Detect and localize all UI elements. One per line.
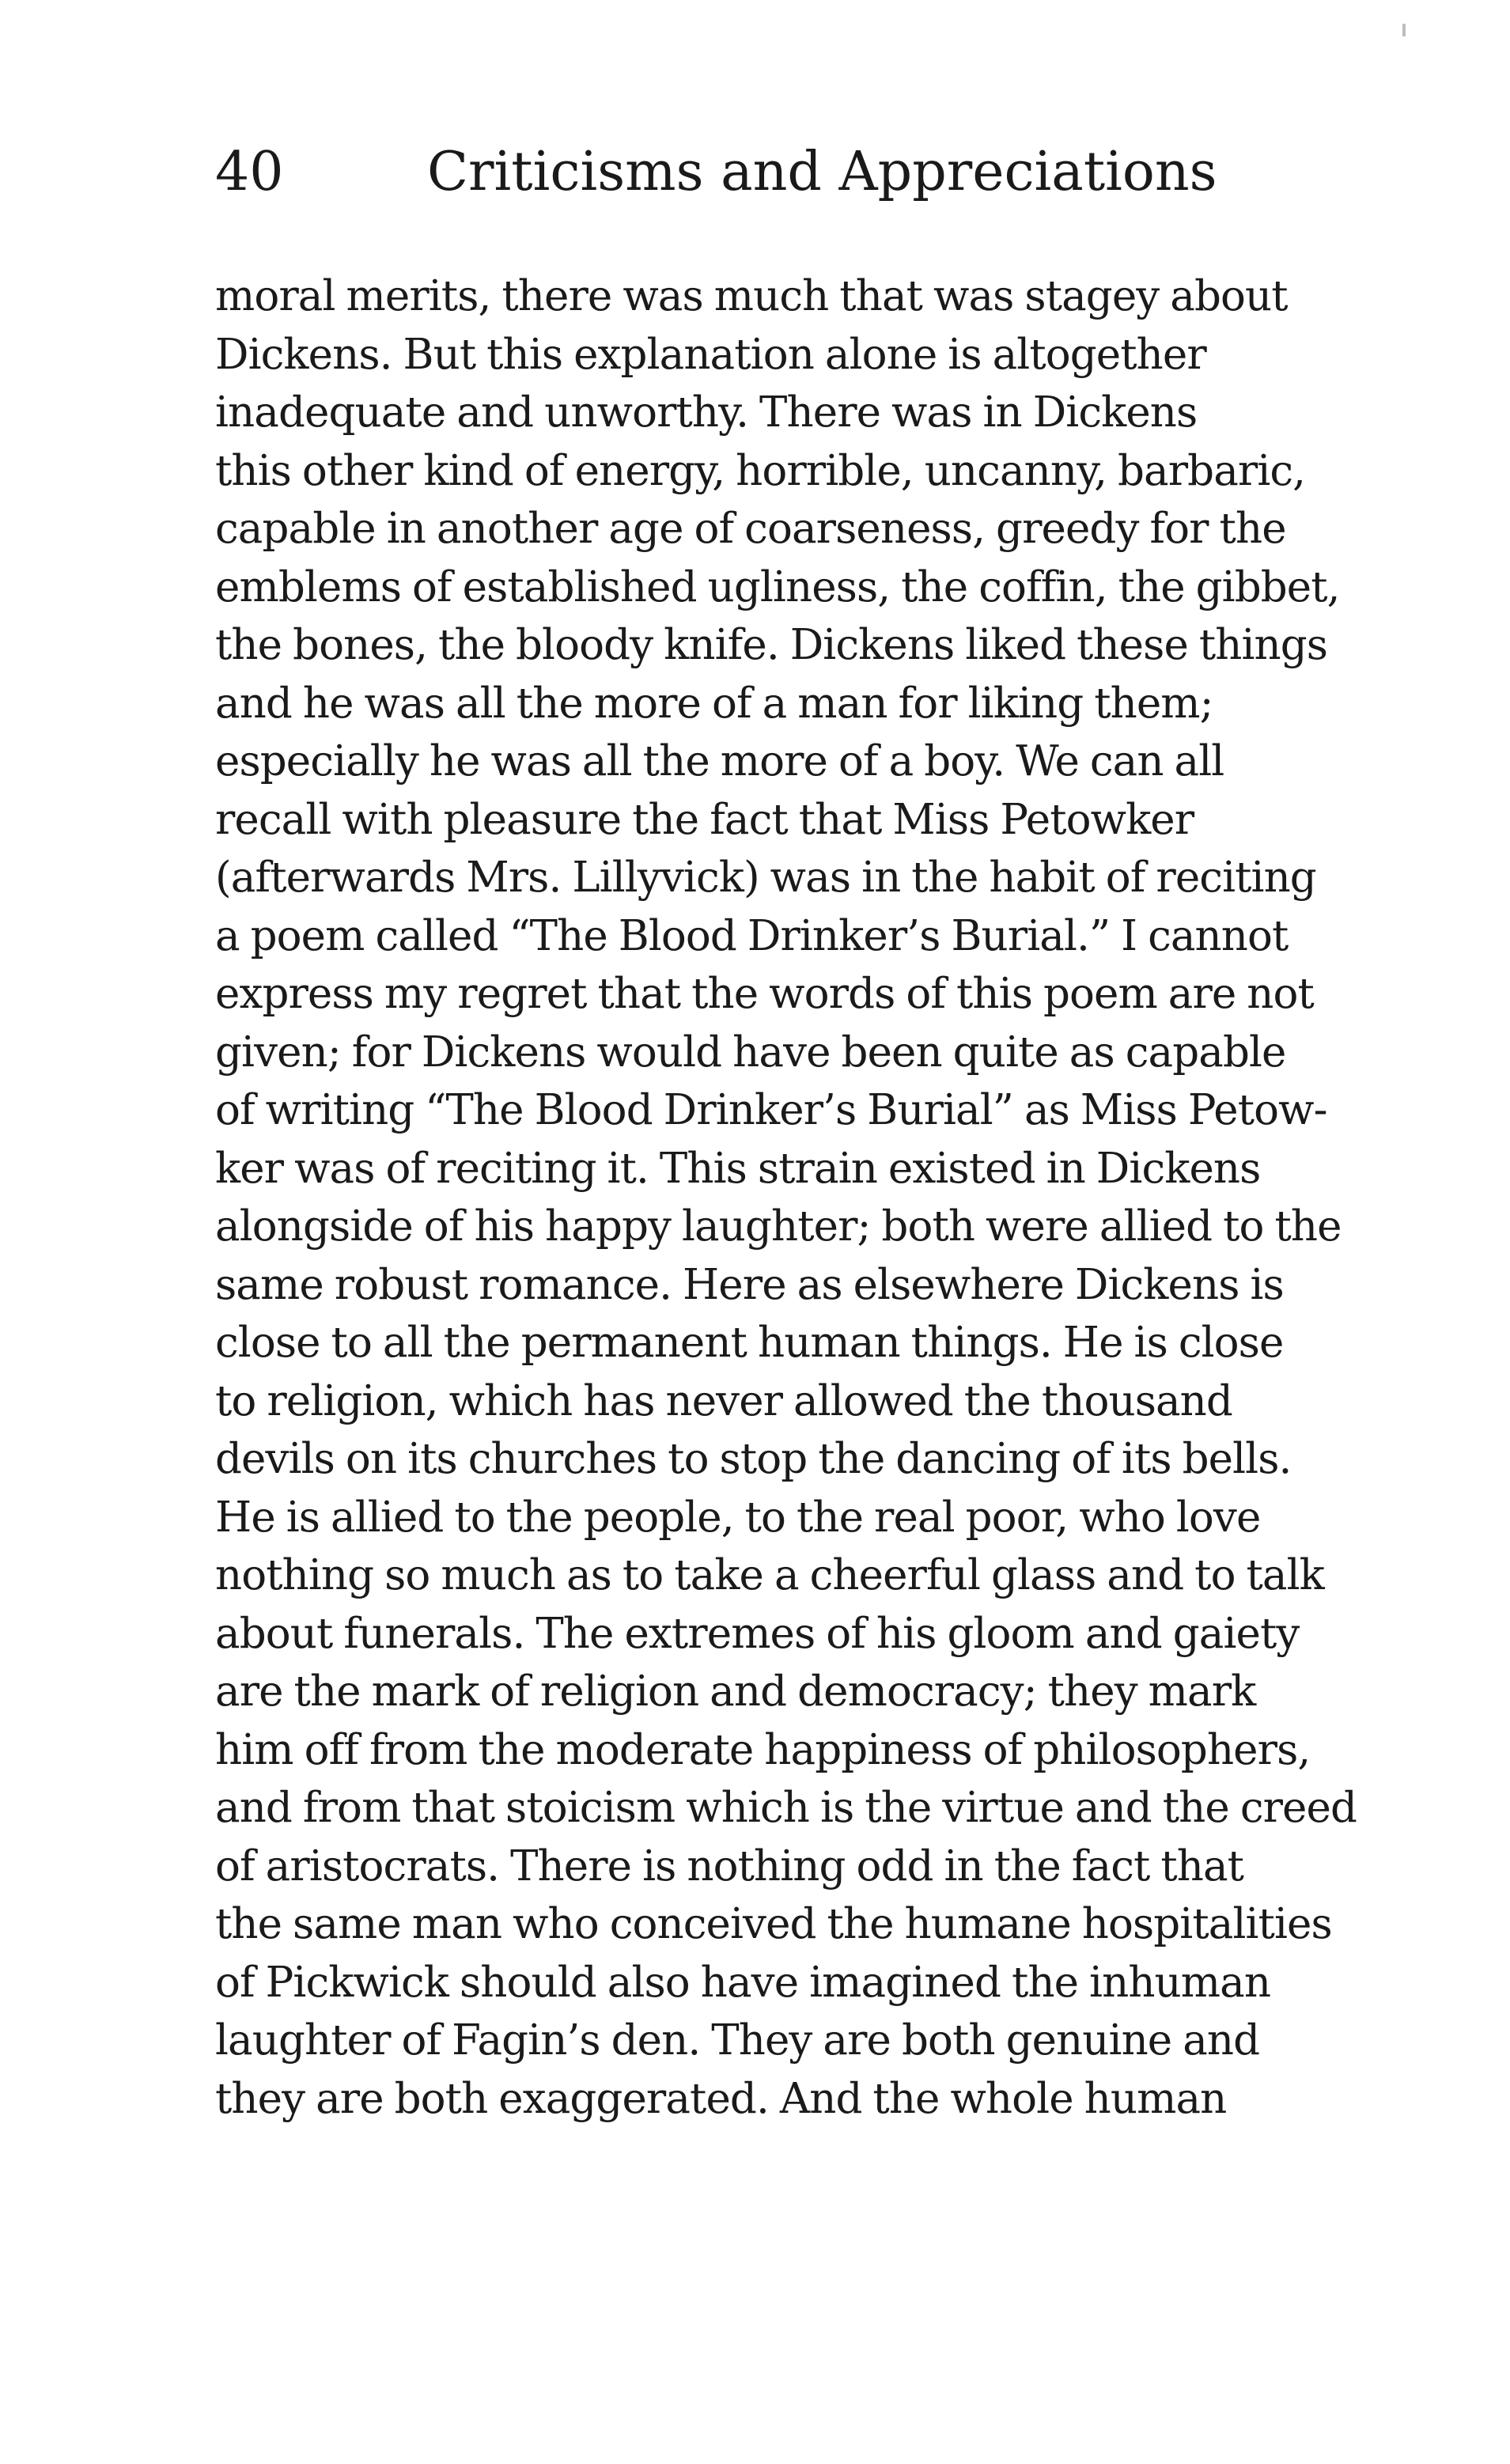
text-line: nothing so much as to take a cheerful glass and to talk — [215, 1551, 1324, 1599]
text-line: laughter of Fagin’s den. They are both genuine and — [215, 2016, 1260, 2065]
running-title: Criticisms and Appreciations — [427, 141, 1217, 203]
text-line: are the mark of religion and democracy; they mark — [215, 1667, 1256, 1716]
text-line: moral merits, there was much that was stagey about — [215, 272, 1288, 320]
text-line: to religion, which has never allowed the thousand — [215, 1376, 1232, 1425]
text-line: emblems of established ugliness, the coffin, the gibbet, — [215, 562, 1340, 611]
text-line: the same man who conceived the humane hospitalities — [215, 1900, 1332, 1948]
text-line: express my regret that the words of this poem are not — [215, 970, 1314, 1018]
text-line: ker was of reciting it. This strain existed in Dickens — [215, 1144, 1261, 1193]
text-line: (afterwards Mrs. Lillyvick) was in the habit of reciting — [215, 854, 1316, 902]
text-line: a poem called “The Blood Drinker’s Burial.” I cannot — [215, 911, 1289, 960]
text-line: of writing “The Blood Drinker’s Burial” as Miss Petow- — [215, 1086, 1327, 1134]
text-line: same robust romance. Here as elsewhere Dickens is — [215, 1260, 1284, 1309]
text-line: of aristocrats. There is nothing odd in the fact that — [215, 1841, 1244, 1891]
text-line: capable in another age of coarseness, greedy for the — [215, 505, 1286, 553]
running-head — [215, 141, 1217, 212]
text-line: and he was all the more of a man for liking them; — [215, 679, 1213, 728]
text-line: the bones, the bloody knife. Dickens liked these things — [215, 621, 1328, 669]
body-text — [215, 267, 1402, 2128]
text-line: and from that stoicism which is the virtue and the creed — [215, 1784, 1357, 1832]
text-line: they are both exaggerated. And the whole human — [215, 2074, 1227, 2123]
text-line: about funerals. The extremes of his gloom and gaiety — [215, 1609, 1300, 1658]
text-line: Dickens. But this explanation alone is altogether — [215, 330, 1206, 379]
scan-speck — [1402, 24, 1406, 36]
text-line: of Pickwick should also have imagined the inhuman — [215, 1958, 1271, 2007]
text-line: recall with pleasure the fact that Miss Petowker — [215, 795, 1194, 844]
text-line: him off from the moderate happiness of philosophers, — [215, 1725, 1311, 1774]
text-line: devils on its churches to stop the dancing of its bells. — [215, 1435, 1292, 1483]
text-line: He is allied to the people, to the real poor, who love — [215, 1493, 1261, 1542]
text-line: close to all the permanent human things. He is close — [215, 1319, 1284, 1367]
text-line: alongside of his happy laughter; both were allied to the — [215, 1202, 1342, 1251]
text-line: inadequate and unworthy. There was in Dickens — [215, 388, 1198, 437]
text-line: given; for Dickens would have been quite as capable — [215, 1028, 1286, 1077]
text-line: especially he was all the more of a boy. We can all — [215, 737, 1224, 785]
text-line: this other kind of energy, horrible, uncanny, barbaric, — [215, 446, 1306, 495]
page-number: 40 — [215, 141, 284, 203]
